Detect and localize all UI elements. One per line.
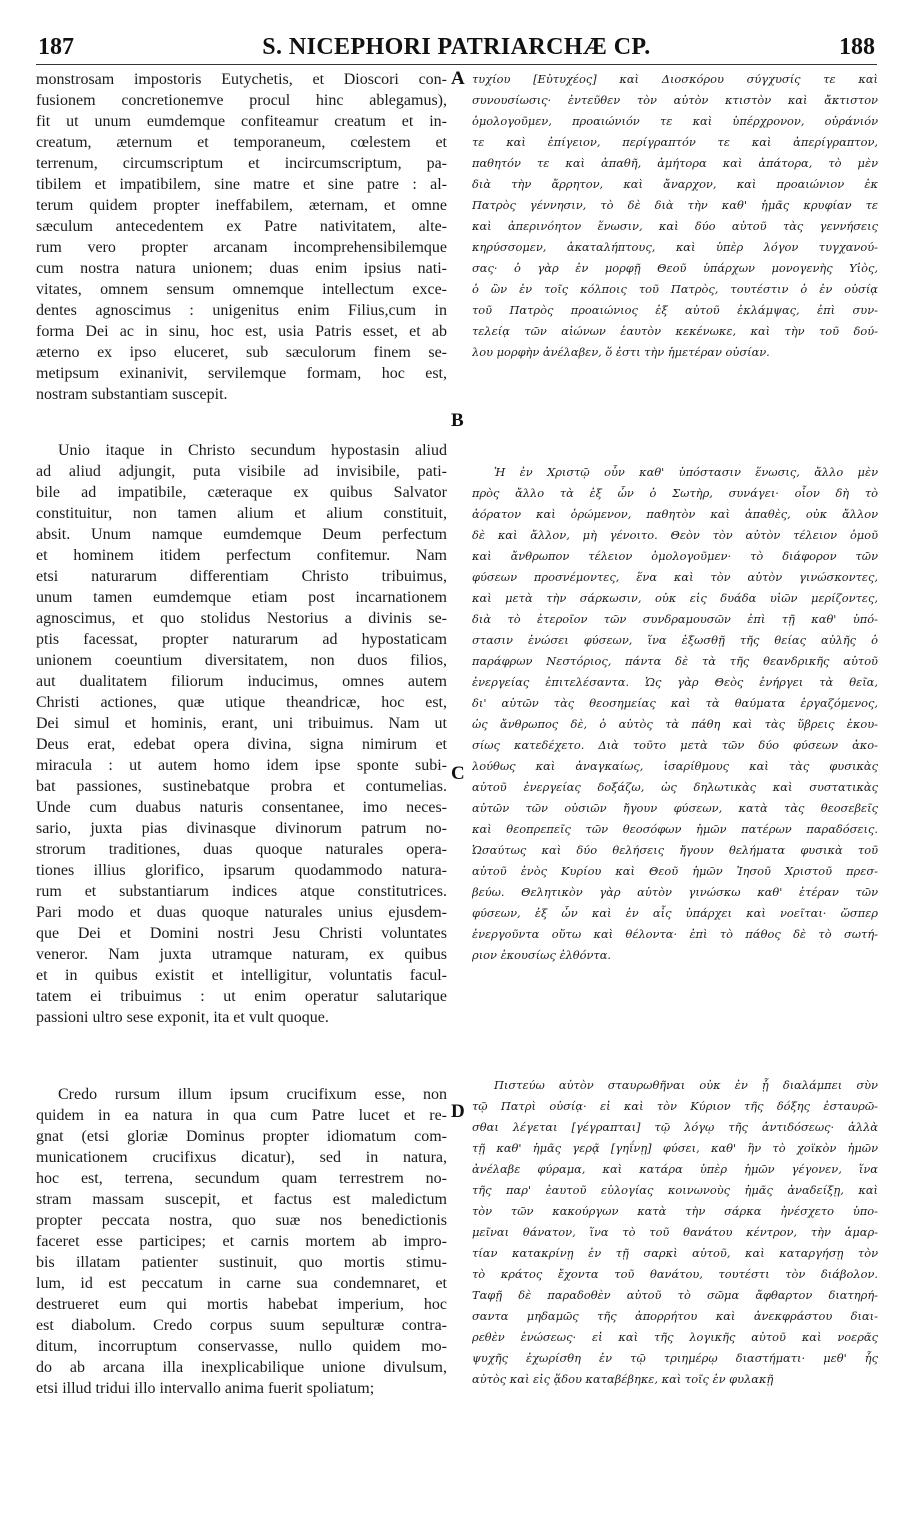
text-line: στασιν ἑνώσει φύσεων, ἵνα ἐξωσθῇ τῆς θείας αὐλῆς ὁ bbox=[472, 633, 878, 647]
text-line: rum et substantiarum indices atque constitutrices. bbox=[36, 883, 447, 900]
text-line: forma Dei ac in sinu, hoc est, usia Patris esset, et ab bbox=[36, 323, 447, 340]
text-line: bile ad impatibile, cæteraque ex quibus Salvator bbox=[36, 484, 447, 501]
latin-column-block-3 bbox=[36, 1084, 447, 1399]
text-line: strorum traditiones, duas quoque naturales opera- bbox=[36, 841, 447, 858]
text-line: metipsum exinanivit, servilemque formam, hoc est, bbox=[36, 365, 447, 382]
text-line: veneror. Nam juxta utramque naturam, ex quibus bbox=[36, 946, 447, 963]
text-line: μεῖναι θάνατον, ἵνα τὸ τοῦ θανάτου κέντρον, τὴν ἁμαρ- bbox=[472, 1225, 878, 1239]
text-line: ἐνεργοῦντα οὕτω καὶ θέλοντα· ἐπὶ τὸ πάθος δὲ τὸ σωτή- bbox=[472, 927, 878, 941]
text-line: αὐτοῦ ἑνὸς Κυρίου καὶ Θεοῦ ἡμῶν Ἰησοῦ Χριστοῦ πρεσ- bbox=[472, 864, 878, 878]
text-line: Ὡσαύτως καὶ δύο θελήσεις ἤγουν θελήματα φυσικὰ τοῦ bbox=[472, 843, 878, 857]
text-line: πρὸς ἄλλο τὰ ἐξ ὧν ὁ Σωτὴρ, συνάγει· οἷον δὴ τὸ bbox=[472, 486, 878, 500]
text-line: τῆς παρ' ἑαυτοῦ εὐλογίας κοινωνοὺς ἡμᾶς ἀναδείξῃ, καὶ bbox=[472, 1183, 878, 1197]
text-line: ψυχῆς ἐχωρίσθη ἐν τῷ τριημέρῳ διαστήματι· μεθ' ἧς bbox=[472, 1351, 878, 1365]
text-line: ἀόρατον καὶ ὁρώμενον, παθητὸν καὶ ἀπαθὲς, οὐκ ἄλλον bbox=[472, 507, 878, 521]
text-line: καὶ ἀπερινόητον ἕνωσιν, καὶ δύο αὐτοῦ τὰς γεννήσεις bbox=[472, 219, 878, 233]
text-line: dentes agnoscimus : unigenitus enim Filius,cum in bbox=[36, 302, 447, 319]
text-line: terrenum, circumscriptum et incircumscriptum, pa- bbox=[36, 155, 447, 172]
text-line: δὲ καὶ ἄλλον, μὴ γένοιτο. Θεὸν τὸν αὐτὸν τέλειον ὁμοῦ bbox=[472, 528, 878, 542]
text-line: faceret esse participes; et carnis mortem ab impro- bbox=[36, 1233, 447, 1250]
text-line: καὶ μετὰ τὴν σάρκωσιν, οὐκ εἰς δυάδα υἱῶν μερίζοντες, bbox=[472, 591, 878, 605]
text-line: Ταφῇ δὲ παραδοθὲν αὐτοῦ τὸ σῶμα ἄφθαρτον διατηρή- bbox=[472, 1288, 878, 1302]
text-line: cum nostra natura unionem; duas enim ipsius nati- bbox=[36, 260, 447, 277]
text-line: tiones illius glorifico, ipsarum quodammodo natura- bbox=[36, 862, 447, 879]
text-line: ρεθὲν ἑνώσεως· εἰ καὶ τῆς λογικῆς αὐτοῦ καὶ νοερᾶς bbox=[472, 1330, 878, 1344]
text-line: τελείᾳ τῶν αἰώνων ἑαυτὸν κεκένωκε, καὶ τὴν τοῦ δού- bbox=[472, 324, 878, 338]
text-line: λου μορφὴν ἀνέλαβεν, ὅ ἐστι τὴν ἡμετέραν οὐσίαν. bbox=[472, 345, 770, 359]
latin-column-block-1 bbox=[36, 69, 447, 405]
text-line: passioni ultro sese exponit, ita et vult quoque. bbox=[36, 1009, 329, 1026]
header-rule bbox=[36, 64, 877, 65]
text-line: Unio itaque in Christo secundum hypostasin aliud bbox=[58, 442, 447, 459]
text-line: absit. Unum namque eumdemque Deum perfectum bbox=[36, 526, 447, 543]
section-marker-c: C bbox=[451, 763, 465, 784]
text-line: αὐτοῦ ἐνεργείας δοξάζω, ὡς δηλωτικὰς καὶ συστατικὰς bbox=[472, 780, 878, 794]
text-line: τίαν κατακρίνῃ ἐν τῇ σαρκὶ αὐτοῦ, καὶ καταργήσῃ τὸν bbox=[472, 1246, 878, 1260]
text-line: æterno ex ipso eluceret, sub sæculorum finem se- bbox=[36, 344, 447, 361]
text-line: tibilem et impatibilem, sine matre et sine patre : al- bbox=[36, 176, 447, 193]
text-line: αὐτὸς καὶ εἰς ᾅδου καταβέβηκε, καὶ τοῖς ἐν φυλακῇ bbox=[472, 1372, 774, 1386]
text-line: et in quibus existit et intelligitur, voluntatis facul- bbox=[36, 967, 447, 984]
text-line: τὸ κράτος ἔχοντα τοῦ θανάτου, τουτέστι τὸν διάβολον. bbox=[472, 1267, 878, 1281]
page-number-right: 188 bbox=[839, 34, 875, 60]
text-line: stram massam suscepit, et factus est maledictum bbox=[36, 1191, 447, 1208]
text-line: agnoscimus, et quo stolidus Nestorius a divinis se- bbox=[36, 610, 447, 627]
text-line: ὡς ἄνθρωπος δὲ, ὁ αὐτὸς τὰ πάθη καὶ τὰς ὕβρεις ἑκου- bbox=[472, 717, 878, 731]
latin-column-block-2 bbox=[36, 440, 447, 1028]
text-line: διὰ τὴν ἄρρητον, καὶ ἄναρχον, καὶ προαιώνιον ἐκ bbox=[472, 177, 878, 191]
text-line: fit ut unum eumdemque confiteamur creatum et in- bbox=[36, 113, 447, 130]
running-header bbox=[0, 33, 913, 63]
text-line: συνουσίωσις· ἐντεῦθεν τὸν αὐτὸν κτιστὸν καὶ ἄκτιστον bbox=[472, 93, 878, 107]
text-line: Christi actiones, quæ utique theandricæ, hoc est, bbox=[36, 694, 447, 711]
greek-column-block-2 bbox=[472, 462, 878, 966]
text-line: tatem ei tribuimus : ut enim operatur salutarique bbox=[36, 988, 447, 1005]
text-line: σίως κατεδέχετο. Διὰ τοῦτο μετὰ τῶν δύο φύσεων ἀκο- bbox=[472, 738, 878, 752]
text-line: que Dei et Domini nostri Jesu Christi voluntates bbox=[36, 925, 447, 942]
section-marker-d: D bbox=[451, 1101, 465, 1122]
text-line: est diabolum. Credo corpus suum sepulturæ contra- bbox=[36, 1317, 447, 1334]
text-line: quidem in ea natura in qua cum Patre lucet et re- bbox=[36, 1107, 447, 1124]
text-line: παράφρων Νεστόριος, πάντα δὲ τὰ τῆς θεανδρικῆς αὐτοῦ bbox=[472, 654, 878, 668]
text-line: ριον ἑκουσίως ἐλθόντα. bbox=[472, 948, 612, 962]
text-line: Deus erat, edebat opera divina, signa nimirum et bbox=[36, 736, 447, 753]
text-line: Ἡ ἐν Χριστῷ οὖν καθ' ὑπόστασιν ἕνωσις, ἄλλο μὲν bbox=[494, 465, 878, 479]
text-line: τῇ καθ' ἡμᾶς γερᾷ [γηΐνῃ] φύσει, καθ' ἣν τὸ χοϊκὸν ἡμῶν bbox=[472, 1141, 878, 1155]
text-line: τοῦ Πατρὸς προαιώνιος ἐξ αὐτοῦ ἐκλάμψας, ἐπὶ συν- bbox=[472, 303, 878, 317]
text-line: bis illatam patienter sustinuit, quo mortis stimu- bbox=[36, 1254, 447, 1271]
text-line: καὶ θεοπρεπεῖς τῶν θεοσόφων ἡμῶν πατέρων παραδόσεις. bbox=[472, 822, 878, 836]
section-marker-b: B bbox=[451, 410, 464, 431]
text-line: Credo rursum illum ipsum crucifixum esse, non bbox=[58, 1086, 447, 1103]
text-line: creatum, æternum et temporaneum, cœlestem et bbox=[36, 134, 447, 151]
text-line: do ab arcana illa inexplicabilique unione divulsum, bbox=[36, 1359, 447, 1376]
text-line: Pari modo et duas quoque naturales unius ejusdem- bbox=[36, 904, 447, 921]
text-line: sæculum antecedentem ex Patre nativitatem, alte- bbox=[36, 218, 447, 235]
text-line: monstrosam impostoris Eutychetis, et Dioscori con- bbox=[36, 71, 447, 88]
text-line: Unde cum duabus naturis consentanee, imo neces- bbox=[36, 799, 447, 816]
text-line: destrueret eum qui mortis habebat imperium, hoc bbox=[36, 1296, 447, 1313]
text-line: παθητόν τε καὶ ἀπαθῆ, ἀμήτορα καὶ ἀπάτορα, τὸ μὲν bbox=[472, 156, 878, 170]
text-line: lum, id est peccatum in carne sua condemnaret, et bbox=[36, 1275, 447, 1292]
text-line: αὐτῶν τῶν οὐσιῶν ἤγουν φύσεων, κατὰ τὰς θεοσεβεῖς bbox=[472, 801, 878, 815]
text-line: δι' αὐτῶν τὰς θεοσημείας καὶ τὰ θαύματα ἐργαζόμενος, bbox=[472, 696, 878, 710]
text-line: τῷ Πατρὶ οὐσίᾳ· εἰ καὶ τὸν Κύριον τῆς δόξης ἐσταυρῶ- bbox=[472, 1099, 878, 1113]
text-line: miracula : ut autem homo idem ipse sponte subi- bbox=[36, 757, 447, 774]
text-line: σαντα μηδαμῶς τῆς ἀπορρήτου καὶ ἀνεκφράστου διαι- bbox=[472, 1309, 878, 1323]
text-line: propter peccata nostra, quo suæ nos benedictionis bbox=[36, 1212, 447, 1229]
greek-column-block-1 bbox=[472, 69, 878, 363]
text-line: ὁμολογοῦμεν, προαιώνιόν τε καὶ ὑπέρχρονον, οὐράνιόν bbox=[472, 114, 878, 128]
text-line: etsi illud tridui illo intervallo anima fuerit spoliatum; bbox=[36, 1380, 375, 1397]
text-line: διὰ τὸ ἑτεροῖον τῶν συνδραμουσῶν ἐπὶ τῇ καθ' ὑπό- bbox=[472, 612, 878, 626]
text-line: sario, juxta pias divinasque divinorum patrum no- bbox=[36, 820, 447, 837]
text-line: λούθως καὶ ἀναγκαίως, ἰσαρίθμους καὶ τὰς φυσικὰς bbox=[472, 759, 878, 773]
text-line: Πατρὸς γέννησιν, τὸ δὲ διὰ τὴν καθ' ἡμᾶς κρυφίαν τε bbox=[472, 198, 878, 212]
text-line: bat passiones, sustinebatque probra et contumelias. bbox=[36, 778, 447, 795]
page-number-left: 187 bbox=[38, 34, 74, 60]
section-marker-a: A bbox=[451, 68, 465, 89]
text-line: unionem coeuntium diversitatem, non duos filios, bbox=[36, 652, 447, 669]
text-line: aut dualitatem filiorum inducimus, omnes autem bbox=[36, 673, 447, 690]
text-line: et hominem itidem perfectum confitemur. Nam bbox=[36, 547, 447, 564]
text-line: fusionem concretionemve procul hinc ablegamus), bbox=[36, 92, 447, 109]
text-line: ad aliud adjungit, puta visibile ad invisibile, pati- bbox=[36, 463, 447, 480]
text-line: vitates, omnem sensum omnemque intellectum exce- bbox=[36, 281, 447, 298]
text-line: Dei simul et hominis, erant, uni tribuimus. Nam ut bbox=[36, 715, 447, 732]
text-line: terum quidem propter ineffabilem, æternam, et omne bbox=[36, 197, 447, 214]
text-line: gnat (etsi gloriæ Dominus propter idiomatum com- bbox=[36, 1128, 447, 1145]
text-line: etsi naturarum differentiam Christo tribuimus, bbox=[36, 568, 447, 585]
text-line: καὶ ἄνθρωπον τέλειον ὁμολογοῦμεν· τὸ διάφορον τῶν bbox=[472, 549, 878, 563]
text-line: ἐνεργείας ἐπιτελέσαντα. Ὡς γὰρ Θεὸς ἐνήργει τὰ θεῖα, bbox=[472, 675, 878, 689]
text-line: ptis facessat, propter naturarum ad hypostaticam bbox=[36, 631, 447, 648]
text-line: σας· ὁ γὰρ ἐν μορφῇ Θεοῦ ὑπάρχων μονογενὴς Υἱὸς, bbox=[472, 261, 878, 275]
text-line: βεύω. Θελητικὸν γὰρ αὐτὸν γινώσκω καθ' ἑτέραν τῶν bbox=[472, 885, 878, 899]
text-line: κηρύσσομεν, ἀκαταλήπτους, καὶ ὑπὲρ λόγον τυγχανού- bbox=[472, 240, 878, 254]
text-line: τυχίου [Εὐτυχέος] καὶ Διοσκόρου σύγχυσίς τε καὶ bbox=[472, 72, 878, 86]
text-line: unum tamen eumdemque etiam post incarnationem bbox=[36, 589, 447, 606]
page-title: S. NICEPHORI PATRIARCHÆ CP. bbox=[262, 34, 651, 60]
text-line: nostram substantiam suscepit. bbox=[36, 386, 228, 403]
text-line: ditum, incorruptum conservasse, nullo quidem mo- bbox=[36, 1338, 447, 1355]
text-line: constituitur, non tamen alium et alium constituit, bbox=[36, 505, 447, 522]
greek-column-block-3 bbox=[472, 1075, 878, 1390]
text-line: φύσεων προσνέμοντες, ἕνα καὶ τὸν αὐτὸν γινώσκοντες, bbox=[472, 570, 878, 584]
text-line: τε καὶ ἐπίγειον, περίγραπτόν τε καὶ ἀπερίγραπτον, bbox=[472, 135, 878, 149]
text-line: ὁ ὢν ἐν τοῖς κόλποις τοῦ Πατρὸς, τουτέστιν ὁ ἐν οὐσίᾳ bbox=[472, 282, 878, 296]
text-line: σθαι λέγεται [γέγραπται] τῷ λόγῳ τῆς ἀντιδόσεως· ἀλλὰ bbox=[472, 1120, 878, 1134]
text-line: rum vero propter arcanam incomprehensibilemque bbox=[36, 239, 447, 256]
text-line: φύσεων, ἐξ ὧν καὶ ἐν αἷς ὑπάρχει καὶ νοεῖται· ὥσπερ bbox=[472, 906, 878, 920]
text-line: hoc est, terrena, secundum quam terrestrem no- bbox=[36, 1170, 447, 1187]
text-line: τὸν τῶν κακούργων κατὰ τὴν σάρκα ἠνέσχετο ὑπο- bbox=[472, 1204, 878, 1218]
text-line: Πιστεύω αὐτὸν σταυρωθῆναι οὐκ ἐν ᾗ διαλάμπει σὺν bbox=[494, 1078, 878, 1092]
text-line: ἀνέλαβε φύραμα, καὶ κατάρα ὑπὲρ ἡμῶν γέγονεν, ἵνα bbox=[472, 1162, 878, 1176]
text-line: municationem crucifixus dicatur), sed in natura, bbox=[36, 1149, 447, 1166]
